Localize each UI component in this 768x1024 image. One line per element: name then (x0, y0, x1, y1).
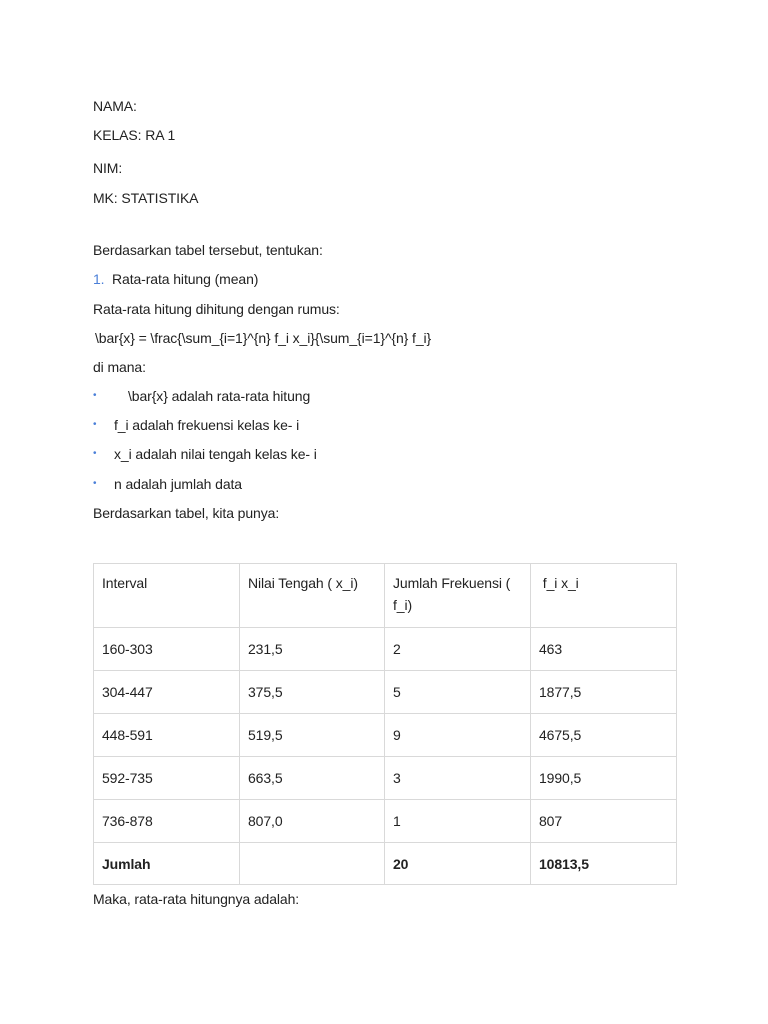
nim-label: NIM: (93, 160, 123, 176)
table-row (94, 628, 677, 671)
table-row (94, 671, 677, 714)
table-header-cell: Nilai Tengah ( x_i) (240, 564, 385, 628)
table-header-cell: Jumlah Frekuensi ( f_i) (385, 564, 531, 628)
formula-intro: Rata-rata hitung dihitung dengan rumus: (93, 301, 340, 317)
table-header-row (94, 564, 677, 628)
definition-item: \bar{x} adalah rata-rata hitung (128, 388, 311, 404)
nama-label: NAMA: (93, 98, 137, 114)
table-row (94, 800, 677, 843)
intro-text: Berdasarkan tabel tersebut, tentukan: (93, 242, 323, 258)
table-cell: 807,0 (240, 800, 385, 843)
table-cell: 807 (531, 800, 677, 843)
table-cell: 1 (385, 800, 531, 843)
table-cell: 3 (385, 757, 531, 800)
total-frequency: 20 (385, 843, 531, 885)
total-label: Jumlah (94, 843, 240, 885)
table-cell: 1877,5 (531, 671, 677, 714)
table-cell: 663,5 (240, 757, 385, 800)
question-number: 1. (93, 271, 105, 287)
table-header-cell: f_i x_i (531, 564, 677, 628)
table-cell: 2 (385, 628, 531, 671)
table-cell: 736-878 (94, 800, 240, 843)
bullet-icon: • (93, 390, 97, 401)
table-cell: 592-735 (94, 757, 240, 800)
formula-text: \bar{x} = \frac{\sum_{i=1}^{n} f_i x_i}{\sum_{i=1}^{n} f_i} (95, 330, 432, 346)
table-cell: 448-591 (94, 714, 240, 757)
table-total-row (94, 843, 677, 885)
kelas-label: KELAS: RA 1 (93, 127, 176, 143)
definition-item: n adalah jumlah data (114, 476, 242, 492)
total-fx: 10813,5 (531, 843, 677, 885)
where-label: di mana: (93, 359, 146, 375)
bullet-icon: • (93, 448, 97, 459)
table-cell: 9 (385, 714, 531, 757)
definition-item: x_i adalah nilai tengah kelas ke- i (114, 446, 317, 462)
table-cell: 304-447 (94, 671, 240, 714)
table-cell: 1990,5 (531, 757, 677, 800)
table-row (94, 757, 677, 800)
table-cell: 463 (531, 628, 677, 671)
conclusion-text: Maka, rata-rata hitungnya adalah: (93, 891, 300, 907)
table-row (94, 714, 677, 757)
bullet-icon: • (93, 419, 97, 430)
table-cell: 231,5 (240, 628, 385, 671)
table-cell: 5 (385, 671, 531, 714)
table-header-cell: Interval (94, 564, 240, 628)
table-cell: 160-303 (94, 628, 240, 671)
table-cell: 519,5 (240, 714, 385, 757)
definition-item: f_i adalah frekuensi kelas ke- i (114, 417, 300, 433)
frequency-table (93, 563, 677, 885)
question-text: Rata-rata hitung (mean) (112, 271, 259, 287)
mk-label: MK: STATISTIKA (93, 190, 199, 206)
table-cell: 4675,5 (531, 714, 677, 757)
bullet-icon: • (93, 478, 97, 489)
table-cell: 375,5 (240, 671, 385, 714)
table-intro: Berdasarkan tabel, kita punya: (93, 505, 280, 521)
total-empty-cell (240, 843, 385, 885)
